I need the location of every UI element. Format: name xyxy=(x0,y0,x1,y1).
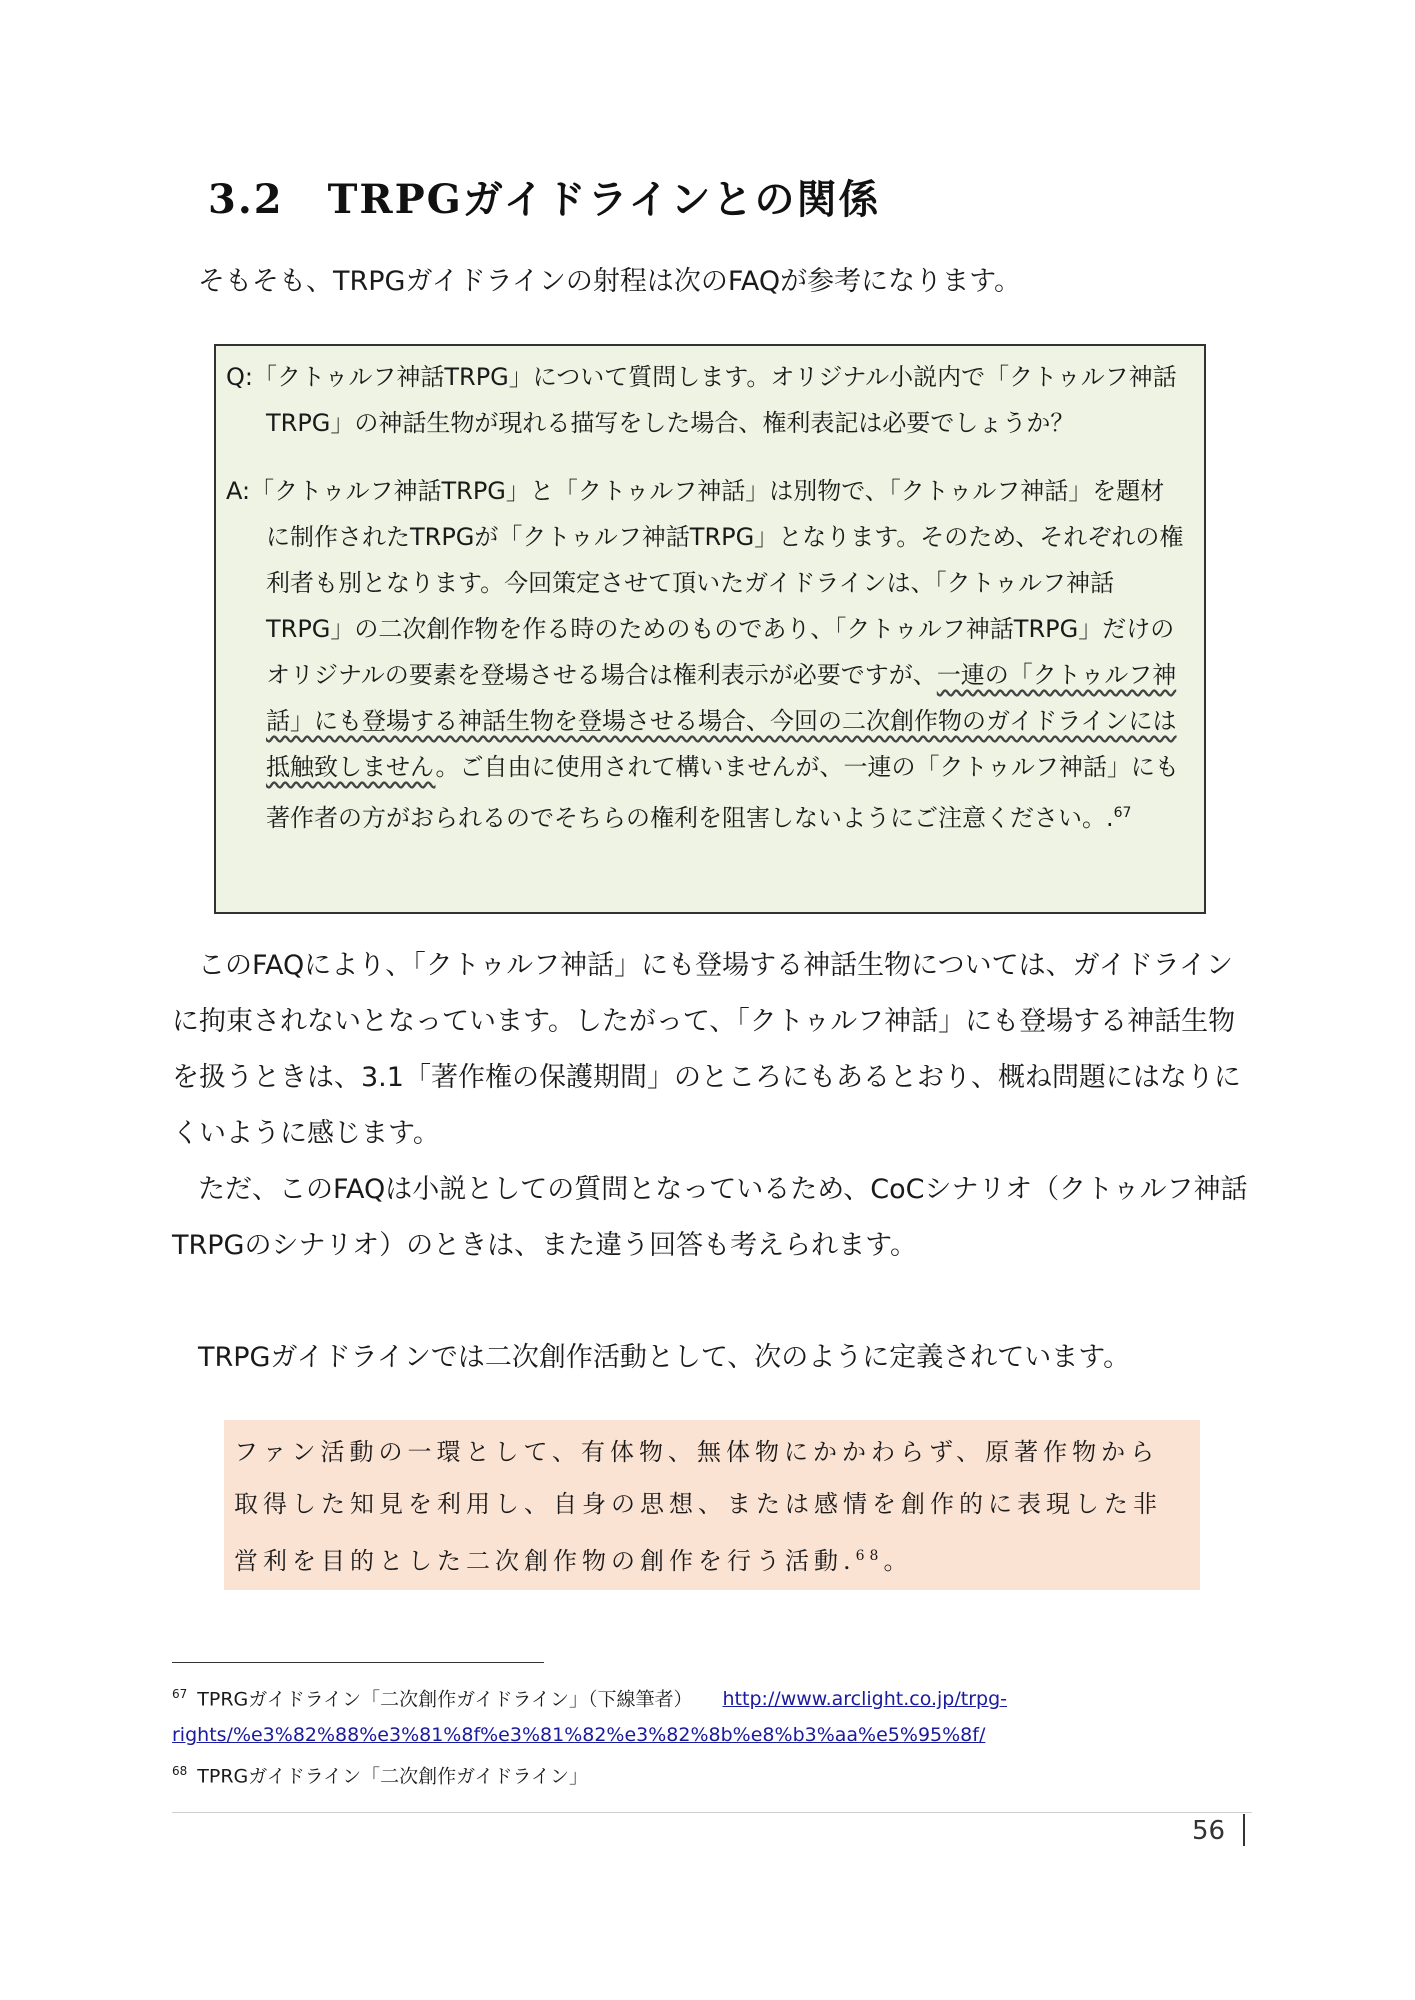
section-number: 3.2 xyxy=(208,176,284,223)
section-title: TRPGガイドラインとの関係 xyxy=(327,176,881,223)
footnote-ref-67[interactable]: 67 xyxy=(1113,805,1132,821)
faq-quote-box xyxy=(214,344,1206,914)
footnote-68 xyxy=(172,1753,1252,1794)
faq-answer-part2: 。ご自由に使用されて構いませんが、一連の「クトゥルフ神話」にも著作者の方がおられるのでそちらの権利を阻害しないようにご注意ください。. xyxy=(266,753,1179,832)
faq-answer xyxy=(226,468,1184,841)
footnote-number: 68 xyxy=(172,1764,188,1779)
footnote-link[interactable]: http://www.arclight.co.jp/trpg-rights/%e3%82%88%e3%81%8f%e3%81%82%e3%82%8b%e8%b3%aa%e5%95%8f/ xyxy=(172,1688,1008,1747)
page-number-bar xyxy=(1243,1814,1245,1846)
faq-answer-underlined: 一連の「クトゥルフ神話」にも登場する神話生物を登場させる場合、今回の二次創作物のガイドラインには抵触致しません xyxy=(266,661,1177,781)
body-paragraph-2: ただ、このFAQは小説としての質問となっているため、CoCシナリオ（クトゥルフ神話TRPGのシナリオ）のときは、また違う回答も考えられます。 xyxy=(172,1174,1248,1261)
definition-box xyxy=(224,1420,1200,1590)
definition-end: 。 xyxy=(883,1547,913,1575)
footnotes xyxy=(172,1676,1252,1795)
intro-paragraph: そもそも、TRPGガイドラインの射程は次のFAQが参考になります。 xyxy=(198,266,1021,297)
page-footer-divider xyxy=(172,1812,1252,1813)
faq-answer-part1: A:「クトゥルフ神話TRPG」と「クトゥルフ神話」は別物で、「クトゥルフ神話」を題材に制作されたTRPGが「クトゥルフ神話TRPG」となります。そのため、それぞれの権利者も別となります。今回策定させて頂いたガイドラインは、「クトゥルフ神話TRPG」の二次創作物を作る時のためのものであり、「クトゥルフ神話TRPG」だけのオリジナルの要素を登場させる場合は権利表示が必要ですが、 xyxy=(226,477,1184,689)
footnote-text: TPRGガイドライン「二次創作ガイドライン」（下線筆者） xyxy=(197,1688,693,1711)
footnote-number: 67 xyxy=(172,1687,188,1701)
footnote-67 xyxy=(172,1676,1252,1753)
page-number: 56 xyxy=(1192,1816,1226,1846)
section-heading xyxy=(208,168,880,225)
faq-question: Q:「クトゥルフ神話TRPG」について質問します。オリジナル小説内で「クトゥルフ神話TRPG」の神話生物が現れる描写をした場合、権利表記は必要でしょうか？ xyxy=(226,363,1177,437)
footnote-ref-68[interactable]: 68 xyxy=(855,1548,884,1564)
footnote-divider xyxy=(172,1662,544,1663)
guideline-intro-paragraph: TRPGガイドラインでは二次創作活動として、次のように定義されています。 xyxy=(198,1342,1131,1373)
definition-text: ファン活動の一環として、有体物、無体物にかかわらず、原著作物から取得した知見を利用し、自身の思想、または感情を創作的に表現した非営利を目的とした二次創作物の創作を行う活動. xyxy=(234,1438,1162,1575)
footnote-text: TPRGガイドライン「二次創作ガイドライン」 xyxy=(197,1765,588,1788)
body-paragraph-1: このFAQにより、「クトゥルフ神話」にも登場する神話生物については、ガイドラインに拘束されないとなっています。したがって、「クトゥルフ神話」にも登場する神話生物を扱うときは、3.1「著作権の保護期間」のところにもあるとおり、概ね問題にはなりにくいように感じます。 xyxy=(172,950,1241,1149)
